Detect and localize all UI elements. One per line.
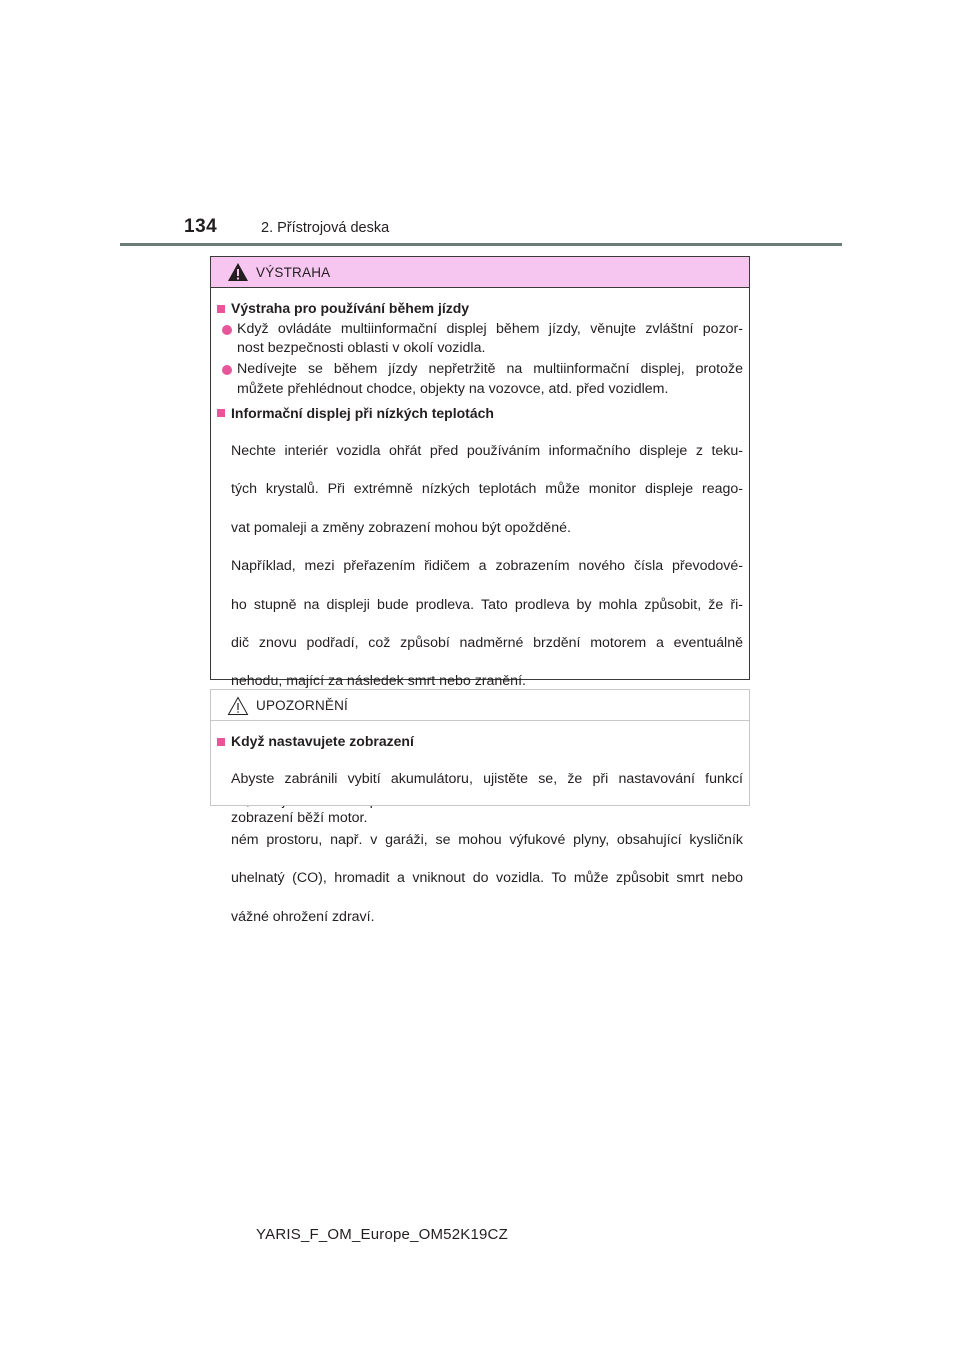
dot-bullet-icon <box>222 365 232 375</box>
paragraph: ném prostoru, např. v garáži, se mohou výfukové plyny, obsahující kysličník uhelnatý (CO), hromadit a vniknout do vozidla. To může způsobit smrt nebo vážné ohrožení zdraví. <box>231 831 743 925</box>
warning-section <box>217 404 743 711</box>
list-item: Když ovládáte multiinformační displej během jízdy, věnujte zvláštní pozor- nost bezpečnosti oblasti v okolí vozidla. <box>217 320 743 358</box>
warning-label: VÝSTRAHA <box>256 265 331 280</box>
caution-triangle-icon <box>227 696 249 716</box>
dot-bullet-icon <box>222 325 232 335</box>
page-number: 134 <box>184 216 218 237</box>
paragraph: Nechte interiér vozidla ohřát před používáním informačního displeje z teku- tých krystalů. Při extrémně nízkých teplotách může monitor displeje reago- vat pomaleji a změny zobrazení mohou být opožděné. Například, mezi přeřazením řidičem a zobrazením nového čísla převodové- ho stupně na displeji bude prodleva. Tato prodleva by mohla způsobit, že ři- dič znovu podřadí, což způsobí nadměrné brzdění motorem a eventuálně nehodu, mající za následek smrt nebo zranění. <box>231 443 743 690</box>
section-heading: Když nastavujete zobrazení <box>217 732 743 751</box>
caution-header <box>211 690 749 721</box>
caution-section <box>217 732 743 847</box>
document-code: YARIS_F_OM_Europe_OM52K19CZ <box>256 1226 508 1243</box>
square-bullet-icon <box>217 409 225 417</box>
warning-header <box>211 257 749 288</box>
warning-triangle-icon <box>227 262 249 282</box>
caution-box <box>210 689 750 826</box>
caution-label: UPOZORNĚNÍ <box>256 698 349 713</box>
paragraph: Abyste zabránili vybití akumulátoru, ujistěte se, že při nastavování funkcí zobrazení běží motor. <box>231 771 743 826</box>
section-heading: Výstraha pro používání během jízdy <box>217 299 743 318</box>
list-item: Nedívejte se během jízdy nepřetržitě na multiinformační displej, protože můžete přehlédnout chodce, objekty na vozovce, atd. před vozidlem. <box>217 360 743 398</box>
section-title: 2. Přístrojová deska <box>261 220 390 236</box>
square-bullet-icon <box>217 305 225 313</box>
section-heading: Informační displej při nízkých teplotách <box>217 404 743 423</box>
header-rule <box>120 243 842 246</box>
square-bullet-icon <box>217 738 225 746</box>
warning-section <box>217 299 743 399</box>
